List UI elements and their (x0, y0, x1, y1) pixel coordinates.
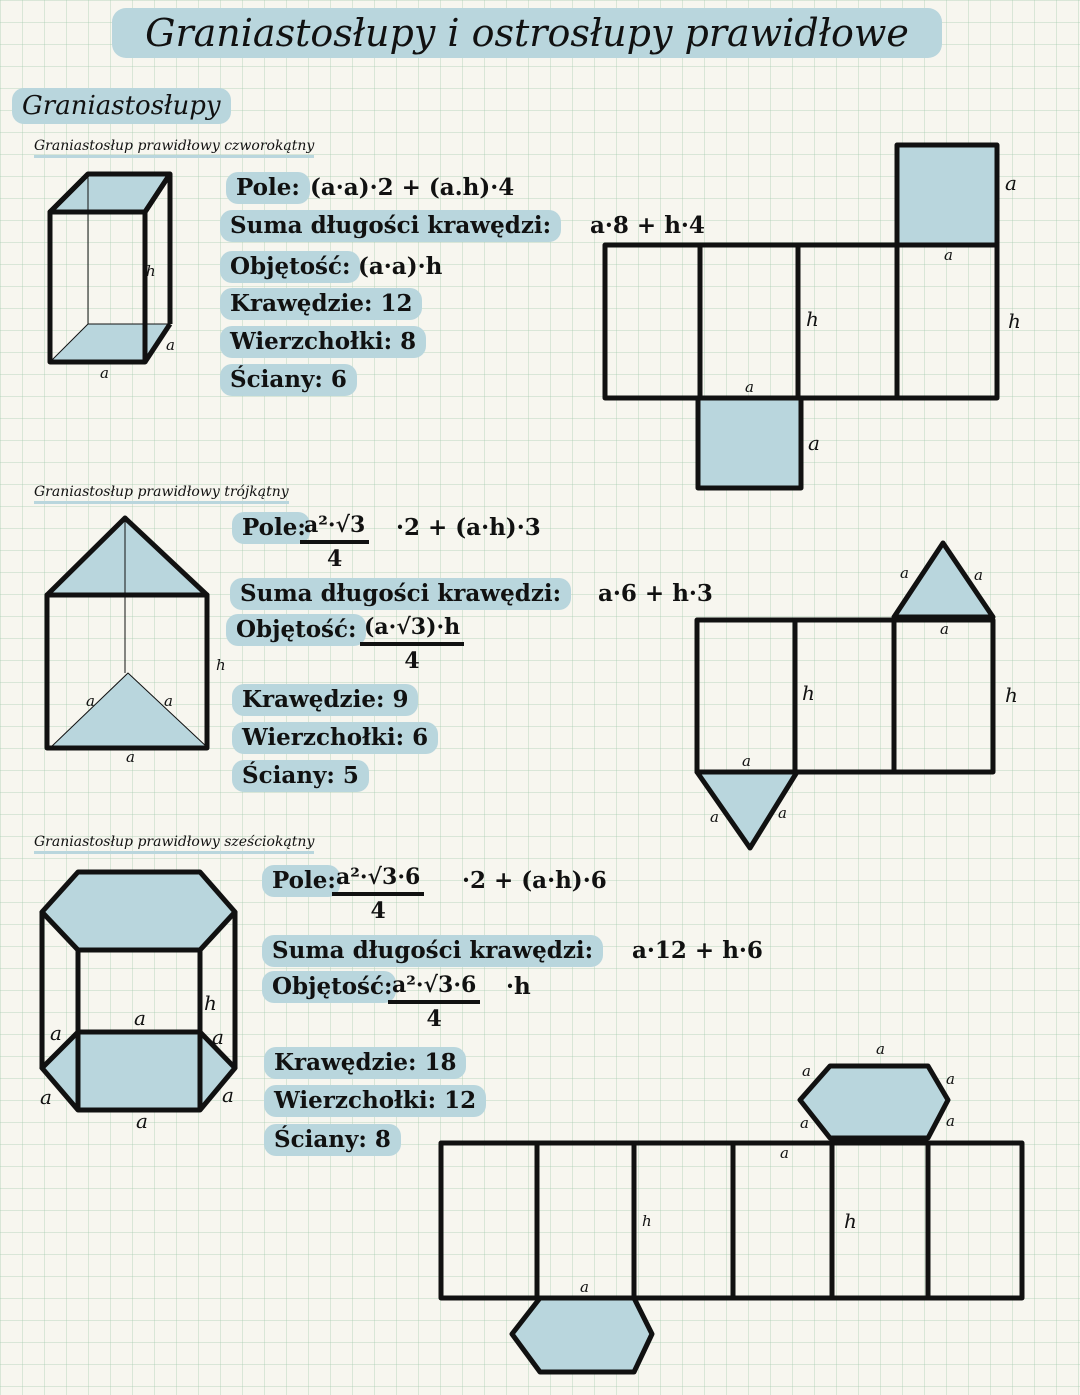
label-a: a (1005, 171, 1017, 195)
fraction-numerator: a²·√3·6 (388, 970, 480, 1004)
label-a: a (86, 692, 95, 710)
label-h: h (1008, 309, 1021, 333)
label-a: a (710, 808, 719, 826)
suma-label: Suma długości krawędzi: (240, 580, 562, 607)
label-a: a (946, 1112, 955, 1130)
label-h: h (802, 681, 815, 705)
pole-label: Pole: (236, 174, 300, 201)
fraction-denominator: 4 (404, 648, 420, 674)
label-a: a (580, 1278, 589, 1296)
label-h: h (642, 1212, 652, 1230)
label-a: a (134, 1006, 146, 1030)
subtitle-hexagonal-prism: Graniastosłup prawidłowy sześciokątny (34, 834, 314, 854)
label-a: a (802, 1062, 811, 1080)
label-a: a (946, 1070, 955, 1088)
sciany-value: 8 (374, 1126, 391, 1153)
label-a: a (900, 564, 909, 582)
section-title: Graniastosłupy (12, 88, 231, 124)
wierzcholki-value: 12 (444, 1087, 477, 1114)
objetosc-label: Objętość: (272, 973, 393, 1000)
page-title: Graniastosłupy i ostrosłupy prawidłowe (112, 8, 942, 58)
label-a: a (222, 1083, 234, 1107)
label-a: a (876, 1040, 885, 1058)
krawedzie-label: Krawędzie: (242, 686, 385, 713)
fraction-denominator: 4 (327, 546, 343, 572)
objetosc-label: Objętość: (236, 616, 357, 643)
label-a: a (745, 378, 754, 396)
square-pole-value: (a·a)·2 + (a.h)·4 (310, 174, 515, 201)
krawedzie-value: 12 (380, 290, 413, 317)
krawedzie-label: Krawędzie: (230, 290, 373, 317)
triangular-prism-net (697, 543, 993, 848)
hex-objetosc-rest: ·h (506, 973, 531, 1000)
sciany-value: 5 (342, 762, 359, 789)
label-h: h (216, 656, 226, 674)
wierzcholki-label: Wierzchołki: (242, 724, 405, 751)
wierzcholki-value: 8 (400, 328, 417, 355)
label-h: h (1005, 683, 1018, 707)
label-a: a (800, 1114, 809, 1132)
suma-label: Suma długości krawędzi: (230, 212, 552, 239)
label-a: a (100, 364, 109, 382)
sciany-label: Ściany: (274, 1126, 367, 1153)
krawedzie-value: 18 (424, 1049, 457, 1076)
label-h: h (844, 1209, 857, 1233)
label-a: a (808, 431, 820, 455)
label-a: a (164, 692, 173, 710)
label-a: a (974, 566, 983, 584)
fraction-numerator: (a·√3)·h (360, 612, 464, 646)
fraction-denominator: 4 (426, 1006, 442, 1032)
fraction-numerator: a²·√3 (300, 510, 369, 544)
sciany-label: Ściany: (242, 762, 335, 789)
pole-label: Pole: (272, 867, 336, 894)
hex-pole-rest: ·2 + (a·h)·6 (462, 867, 607, 894)
label-a: a (126, 748, 135, 766)
fraction-numerator: a²·√3·6 (332, 862, 424, 896)
square-prism-net (605, 145, 997, 488)
label-a: a (944, 246, 953, 264)
label-a: a (780, 1144, 789, 1162)
label-a: a (212, 1025, 224, 1049)
label-h: h (806, 307, 819, 331)
tri-suma-value: a·6 + h·3 (598, 580, 713, 607)
label-a: a (136, 1109, 148, 1133)
hex-suma-value: a·12 + h·6 (632, 937, 763, 964)
wierzcholki-value: 6 (412, 724, 429, 751)
label-a: a (742, 752, 751, 770)
triangular-prism-drawing (47, 518, 208, 748)
pole-label: Pole: (242, 514, 306, 541)
subtitle-square-prism: Graniastosłup prawidłowy czworokątny (34, 138, 314, 158)
label-a: a (940, 620, 949, 638)
label-h: h (204, 991, 217, 1015)
label-a: a (778, 804, 787, 822)
objetosc-label: Objętość: (230, 253, 351, 280)
label-a: a (166, 336, 175, 354)
square-objetosc-value: (a·a)·h (358, 253, 443, 280)
krawedzie-label: Krawędzie: (274, 1049, 417, 1076)
label-a: a (40, 1085, 52, 1109)
subtitle-triangular-prism: Graniastosłup prawidłowy trójkątny (34, 484, 289, 504)
suma-label: Suma długości krawędzi: (272, 937, 594, 964)
sciany-value: 6 (330, 366, 347, 393)
wierzcholki-label: Wierzchołki: (230, 328, 393, 355)
sciany-label: Ściany: (230, 366, 323, 393)
label-a: a (50, 1021, 62, 1045)
label-h: h (146, 262, 156, 280)
krawedzie-value: 9 (392, 686, 409, 713)
wierzcholki-label: Wierzchołki: (274, 1087, 437, 1114)
square-suma-value: a·8 + h·4 (590, 212, 705, 239)
fraction-denominator: 4 (370, 898, 386, 924)
tri-pole-rest: ·2 + (a·h)·3 (396, 514, 541, 541)
hexagonal-prism-net (441, 1066, 1022, 1372)
